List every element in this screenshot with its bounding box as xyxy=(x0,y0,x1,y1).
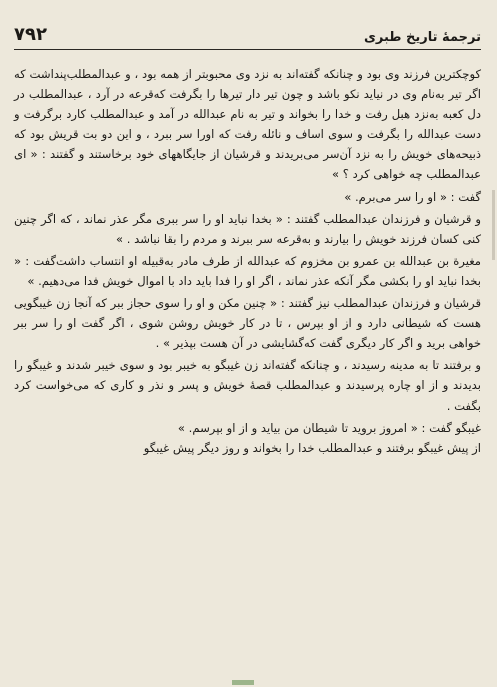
body-text xyxy=(14,64,481,458)
page-number: ۷۹۲ xyxy=(14,24,47,45)
paragraph: قرشیان و فرزندان عبدالمطلب نیز گفتند : « چنین مکن و او را سوی حجاز ببر که آنجا زن غیبگویی هست که شیطانی دارد و از او بپرس ، تا در کار خویش روشن شوی ، اگر گفت او را سر ببر خواهی برید و اگر کار دیگری گفت که‌گشایشی در آن هست بپذیر » . xyxy=(14,296,481,351)
paragraph: و قرشیان و فرزندان عبدالمطلب گفتند : « بخدا نباید او را سر ببری مگر عذر نماند ، که اگر چنین کنی کسان فرزند خویش را بیارند و به‌قرعه سر ببرند و مردم را بقا نباشد . » xyxy=(14,211,481,246)
running-title: ترجمهٔ تاریخ طبری xyxy=(363,30,481,45)
paragraph: غیبگو گفت : « امروز بروید تا شیطان من بیاید و از او بپرسم. » xyxy=(177,420,481,435)
page-header xyxy=(14,20,481,50)
paragraph: کوچکترین فرزند وی بود و چنانکه گفته‌اند به نزد وی محبوبتر از همه بود ، و عبدالمطلب‌پنداشت که اگر تیر به‌نام وی در نیاید نکو باشد و چون تیر دار تیرها را بگرفت که‌قرعه در آرد ، عبدالمطلب در دل کعبه به‌نزد هبل رفت و خدا را بخواند و تیر به نام عبدالله در آمد و عبدالمطلب کارد برگرفت و دست عبدالله را بگرفت و سوی اساف و نائله رفت که اورا سر ببرد ، و این دو بت قریش بود که ذبیحه‌های خویش را به نزد آن‌سر می‌بریدند و قرشیان از جایگاههای خود برخاستند و گفتند : « ای عبدالمطلب چه خواهی کرد ؟ » xyxy=(14,67,481,182)
paragraph: مغیرة بن عبدالله بن عمرو بن مخزوم که عبدالله از طرف مادر به‌قبیله او انتساب داشت‌گفت : « بخدا نباید او را بکشی مگر آنکه عذر نماند ، اگر او را فدا باید داد با اموال خویش فدا می‌دهیم. » xyxy=(14,253,481,288)
footer-marker xyxy=(232,680,254,685)
paragraph: از پیش غیبگو برفتند و عبدالمطلب خدا را بخواند و روز دیگر پیش غیبگو xyxy=(143,440,481,455)
paragraph: و برفتند تا به مدینه رسیدند ، و چنانکه گفته‌اند زن غیبگو به خیبر بود و سوی خیبر شدند و غیبگو را بدیدند و از او چاره پرسیدند و عبدالمطلب قصهٔ خویش و پسر و نذر و کاری که می‌خواست کرد بگفت . xyxy=(14,358,481,413)
page-edge-shadow xyxy=(492,190,495,260)
paragraph: گفت : « او را سر می‌برم. » xyxy=(344,189,481,204)
